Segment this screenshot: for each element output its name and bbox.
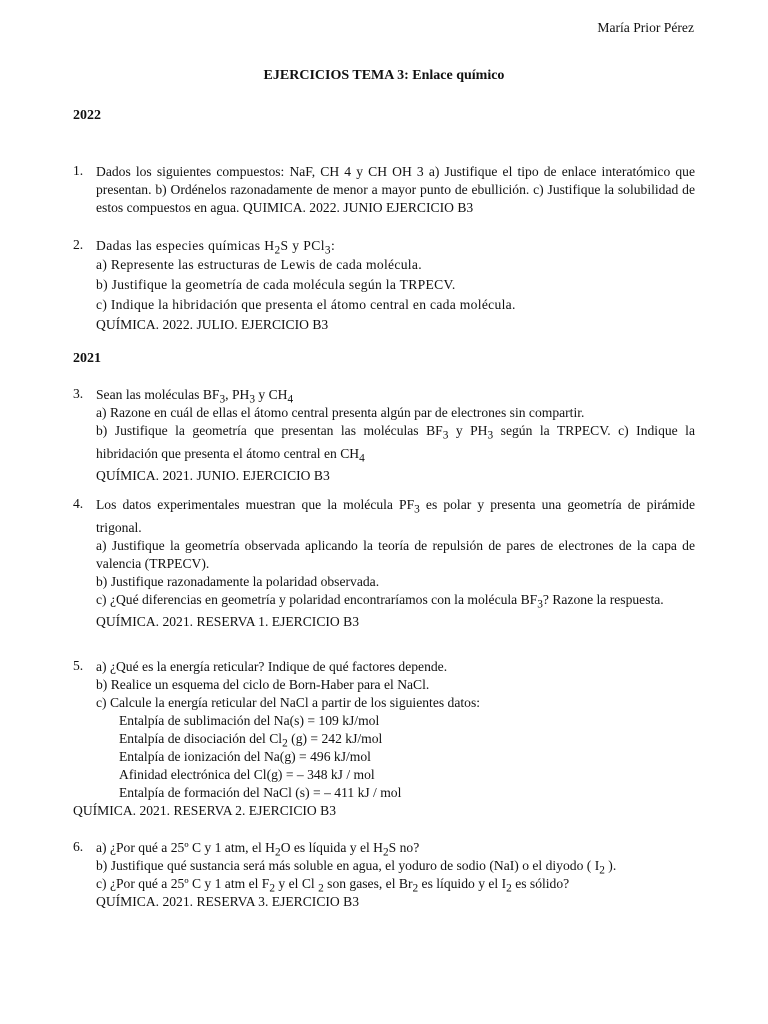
exercise-body bbox=[96, 839, 695, 911]
part-a: a) ¿Por qué a 25º C y 1 atm, el $H_2O$ es líquida y el $H_2S$ no? bbox=[96, 840, 420, 859]
exercise-intro: Los datos experimentales muestran que la molécula $PF_3$ es polar y presenta una geometría de pirámide trigonal. bbox=[96, 497, 695, 535]
exercise-reference: QUÍMICA. 2021. RESERVA 2. EJERCICIO B3 bbox=[73, 803, 337, 818]
exercise-body bbox=[73, 658, 695, 820]
exercise-5 bbox=[73, 658, 695, 820]
exercise-reference: QUÍMICA. 2021. RESERVA 3. EJERCICIO B3 bbox=[96, 894, 360, 909]
part-b: b) Justifique qué sustancia será más soluble en agua, el yoduro de sodio (NaI) o el diyodo ( $I_2$ ). bbox=[96, 858, 617, 877]
exercise-number: 5. bbox=[73, 658, 84, 673]
exercise-3 bbox=[73, 386, 695, 485]
data-line: Entalpía de ionización del Na(g) = 496 kJ/mol bbox=[119, 749, 371, 764]
exercise-body bbox=[96, 237, 695, 335]
data-line: Entalpía de disociación del $Cl_2$ (g) = 242 kJ/mol bbox=[119, 731, 383, 750]
data-line: Afinidad electrónica del Cl(g) = – 348 kJ / mol bbox=[119, 767, 375, 782]
exercise-reference: QUÍMICA. 2021. RESERVA 1. EJERCICIO B3 bbox=[96, 614, 360, 630]
author-name: María Prior Pérez bbox=[597, 20, 694, 35]
part-b: b) Justifique razonadamente la polaridad observada. bbox=[96, 573, 380, 589]
exercise-reference: QUÍMICA. 2021. JUNIO. EJERCICIO B3 bbox=[96, 468, 330, 484]
exercise-1 bbox=[73, 163, 695, 217]
exercise-reference: QUÍMICA. 2022. JULIO. EJERCICIO B3 bbox=[96, 317, 329, 332]
exercise-body bbox=[96, 386, 695, 485]
part-a: a) Razone en cuál de ellas el átomo central presenta algún par de electrones sin compartir. bbox=[96, 405, 585, 420]
exercise-number: 1. bbox=[73, 163, 84, 178]
exercise-4 bbox=[73, 496, 695, 631]
exercise-number: 2. bbox=[73, 237, 84, 252]
data-line: Entalpía de formación del NaCl (s) = – 411 kJ / mol bbox=[119, 785, 402, 800]
part-c: c) ¿Por qué a 25º C y 1 atm el $F_2$ y el Cl $_2$ son gases, el $Br_2$ es líquido y el $I_2$ es sólido? bbox=[96, 876, 570, 895]
part-b: b) Justifique la geometría de cada molécula según la TRPECV. bbox=[96, 277, 456, 292]
year-heading-2022: 2022 bbox=[73, 108, 101, 123]
exercise-text: Dados los siguientes compuestos: NaF, CH 4 y CH OH 3 a) Justifique el tipo de enlace interatómico que presentan. b) Ordénelos razonadamente de menor a mayor punto de ebullición. c) Justifique la solubilidad de estos compuestos en agua. QUIMICA. 2022. JUNIO EJERCICIO B3 bbox=[96, 164, 695, 215]
exercise-2 bbox=[73, 237, 695, 335]
document-title: EJERCICIOS TEMA 3: Enlace químico bbox=[263, 68, 505, 83]
exercise-intro: Sean las moléculas $BF_3$, $PH_3$ y $CH_4$ bbox=[96, 387, 294, 406]
data-line: Entalpía de sublimación del Na(s) = 109 kJ/mol bbox=[119, 713, 380, 728]
year-heading-2021: 2021 bbox=[73, 351, 101, 366]
exercise-number: 3. bbox=[73, 386, 84, 401]
part-b: b) Realice un esquema del ciclo de Born-Haber para el NaCl. bbox=[96, 677, 430, 692]
part-a: a) ¿Qué es la energía reticular? Indique de qué factores depende. bbox=[96, 659, 448, 674]
exercise-intro: Dadas las especies químicas $H_2S$ y PCl$_3$: bbox=[96, 238, 336, 257]
part-b: b) Justifique la geometría que presentan las moléculas $BF_3$ y $PH_3$ según la TRPECV. c) Indique la hibridación que presenta el átomo central en $CH_4$ bbox=[96, 423, 695, 465]
part-c: c) Calcule la energía reticular del NaCl a partir de los siguientes datos: bbox=[96, 695, 481, 710]
exercise-number: 6. bbox=[73, 839, 84, 854]
part-a: a) Represente las estructuras de Lewis de cada molécula. bbox=[96, 257, 422, 272]
part-c: c) ¿Qué diferencias en geometría y polaridad encontraríamos con la molécula $BF_3$? Razone la respuesta. bbox=[96, 591, 664, 611]
part-c: c) Indique la hibridación que presenta el átomo central en cada molécula. bbox=[96, 297, 516, 312]
part-a: a) Justifique la geometría observada aplicando la teoría de repulsión de pares de electrones de la capa de valencia (TRPECV). bbox=[96, 537, 695, 571]
exercise-6 bbox=[73, 839, 695, 911]
exercise-number: 4. bbox=[73, 496, 84, 511]
exercise-body bbox=[96, 496, 695, 631]
